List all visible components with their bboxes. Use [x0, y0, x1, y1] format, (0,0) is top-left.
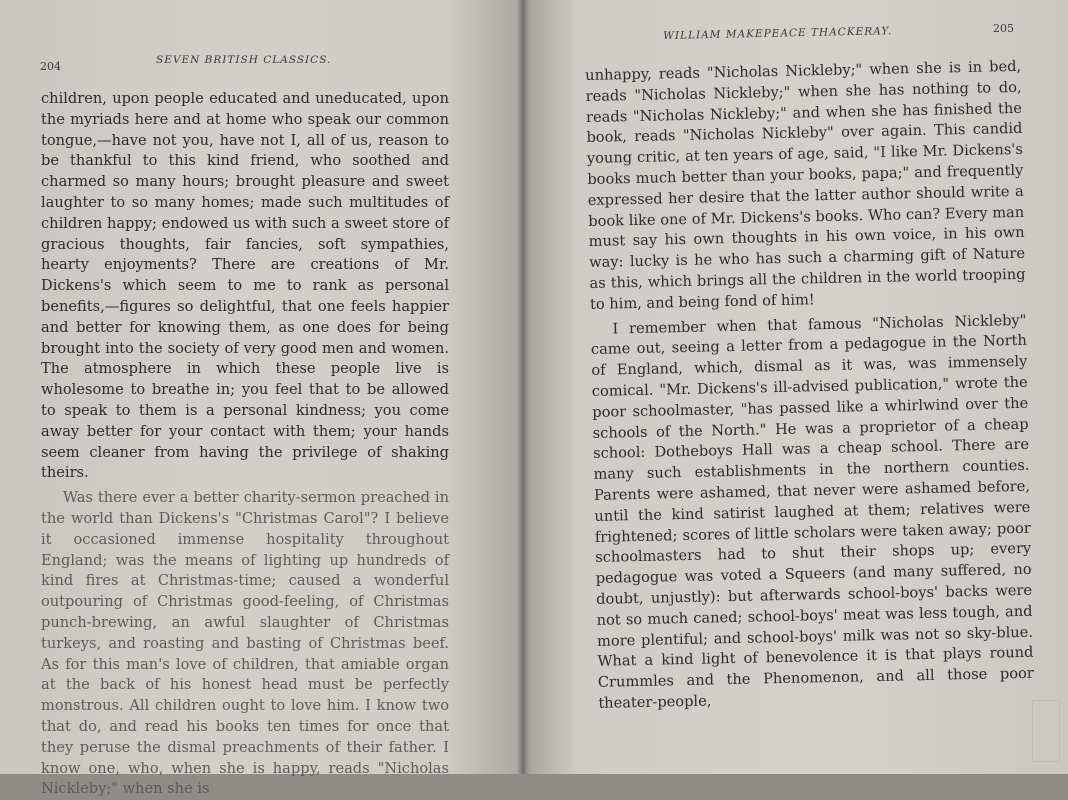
library-stamp-mark — [1032, 700, 1060, 762]
right-running-head: WILLIAM MAKEPEACE THACKERAY. — [663, 25, 893, 42]
right-paragraph-2: I remember when that famous "Nicholas Nickleby" came out, seeing a letter from a pedagogue in the North of England, which, dismal as it was, was immensely comical. "Mr. Dickens's ill-advised publication," wrote the poor schoolmaster, "has passed like a whirlwind over the schools of the North." He was a proprietor of a cheap school: Dotheboys Hall was a cheap school. There are many such establishments in the northern counties. Parents were ashamed, that never were ashamed before, until the kind satirist laughed at them; relatives were frightened; scores of little scholars were taken away; poor schoolmasters had to shut their shops up; every pedagogue was voted a Squeers (and many suffered, no doubt, unjustly): but afterwards school-boys' backs were not so much caned; school-boys' meat was less tough, and more plentiful; and school-boys' milk was not so sky-blue. What a kind light of benevolence it is that plays round Crummles and the Phenomenon, and all those poor theater-people, — [590, 311, 1034, 712]
left-running-head: SEVEN BRITISH CLASSICS. — [156, 54, 332, 66]
left-page-body — [41, 89, 449, 800]
right-paragraph-1: unhappy, reads "Nicholas Nickleby;" when she is in bed, reads "Nicholas Nickleby;" when she has nothing to do, reads "Nicholas Nickleby;" and when she has finished the book, reads "Nicholas Nickleby" over again. This candid young critic, at ten years of age, said, "I like Mr. Dickens's books much better than your books, papa;" and frequently expressed her desire that the latter author should write a book like one of Mr. Dickens's books. Who can? Every man must say his own thoughts in his own voice, in his own way: lucky is he who has such a charming gift of Nature as this, which brings all the children in the world trooping to him, and being fond of him! — [585, 57, 1026, 313]
left-paragraph-2: Was there ever a better charity-sermon preached in the world than Dickens's "Christmas Carol"? I believe it occasioned immense hospitality throughout England; was the means of lighting up hundreds of kind fires at Christmas-time; caused a wonderful outpouring of Christmas good-feeling, of Christmas punch-brewing, an awful slaughter of Christmas turkeys, and roasting and basting of Christmas beef. As for this man's love of children, that amiable organ at the back of his honest head must be perfectly monstrous. All children ought to love him. I know two that do, and read his books ten times for once that they peruse the dismal preachments of their father. I know one, who, when she is happy, reads "Nicholas Nickleby;" when she is — [41, 489, 449, 798]
right-page-body — [585, 57, 1034, 715]
right-page — [523, 0, 1068, 774]
right-page-number: 205 — [993, 22, 1014, 35]
left-page-number: 204 — [40, 60, 61, 73]
left-paragraph-1: children, upon people educated and uneducated, upon the myriads here and at home who speak our common tongue,—have not you, have not I, all of us, reason to be thankful to this kind friend, who soothed and charmed so many hours; brought pleasure and sweet laughter to so many homes; made such multitudes of children happy; endowed us with such a sweet store of gracious thoughts, fair fancies, soft sympathies, hearty enjoyments? There are creations of Mr. Dickens's which seem to me to rank as personal benefits,—figures so delightful, that one feels happier and better for knowing them, as one does for being brought into the society of very good men and women. The atmosphere in which these people live is wholesome to breathe in; you feel that to be allowed to speak to them is a personal kindness; you come away better for your contact with them; your hands seem cleaner from having the privilege of shaking theirs. — [41, 90, 449, 482]
left-page — [0, 0, 523, 798]
